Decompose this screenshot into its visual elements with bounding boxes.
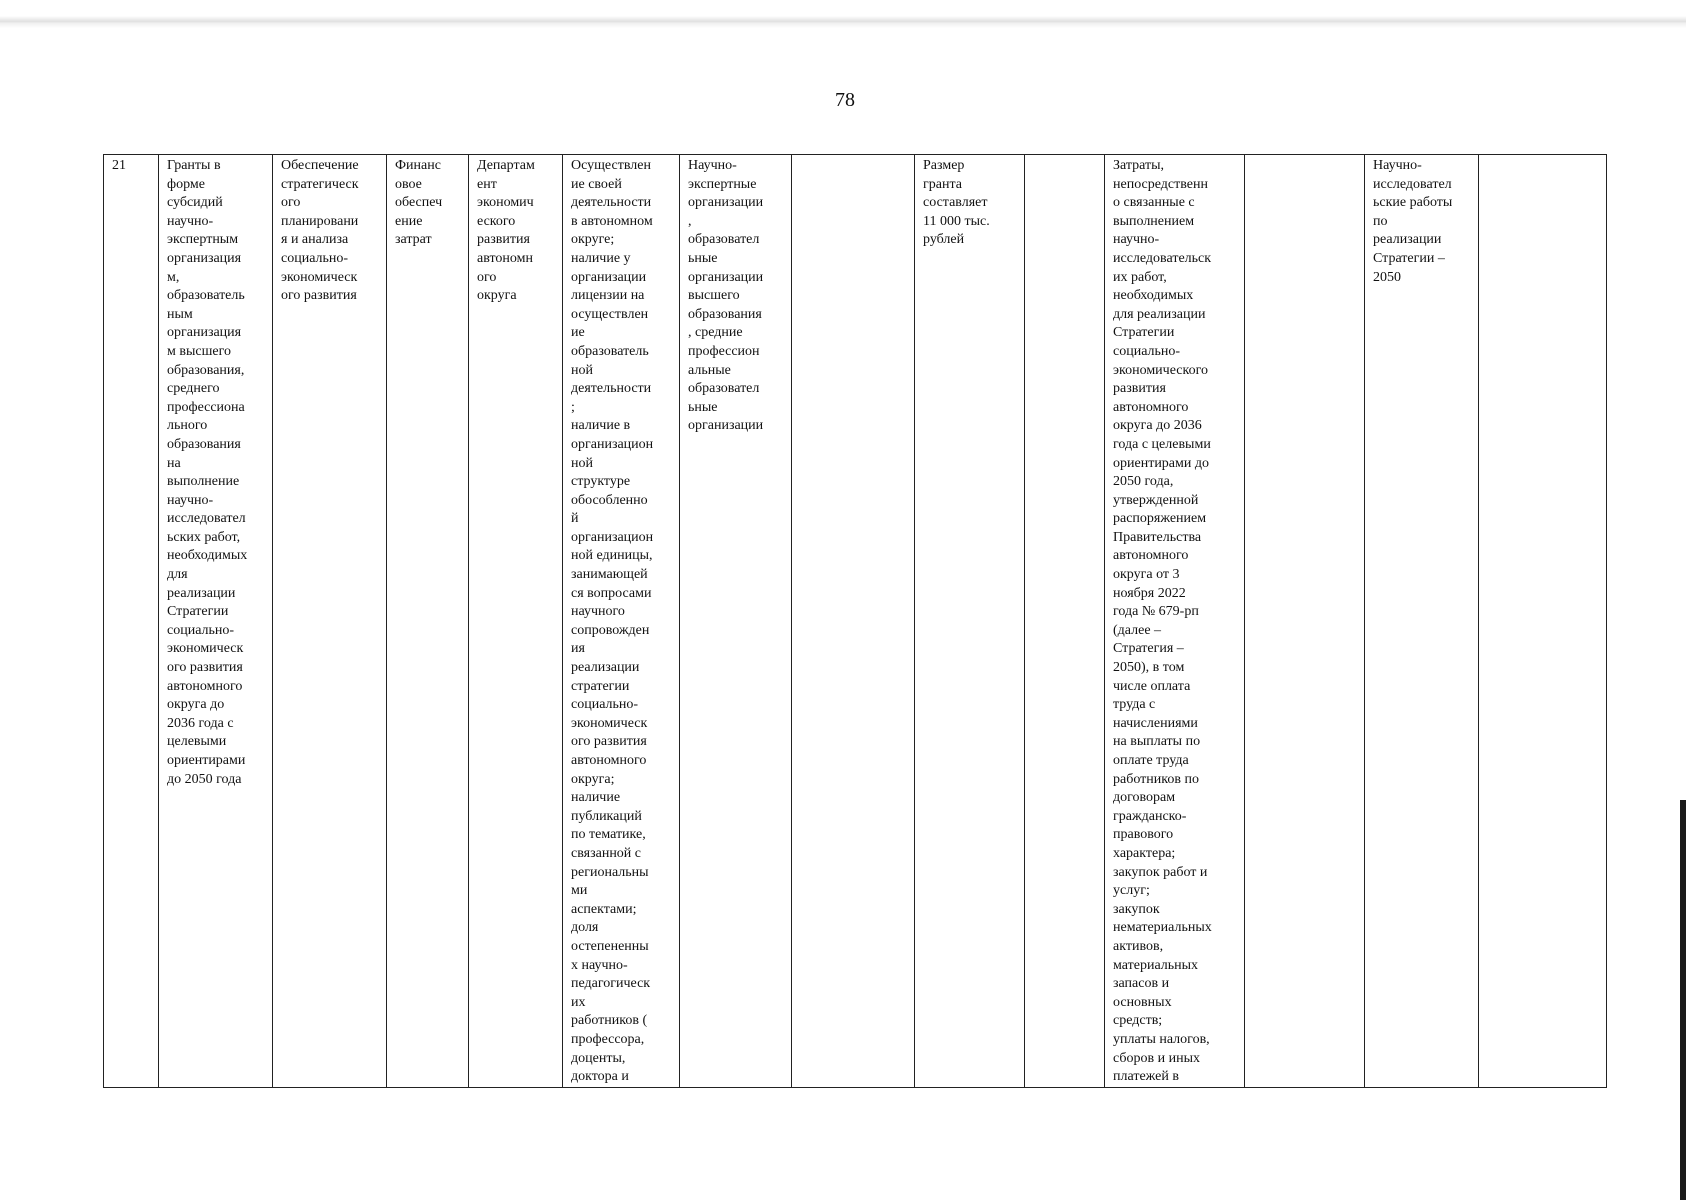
empty-cell-10 [1025,155,1105,1088]
table-row [104,155,1607,1088]
empty-cell-12 [1245,155,1365,1088]
scan-top-edge [0,16,1686,28]
empty-cell-14 [1479,155,1607,1088]
scan-right-edge [1680,800,1686,1200]
grant-type-cell: Финанс овое обеспеч ение затрат [387,155,469,1088]
page-number: 78 [835,89,855,111]
row-number-cell: 21 [104,155,159,1088]
grant-size-cell: Размер гранта составляет 11 000 тыс. рублей [915,155,1025,1088]
result-cell: Научно- исследовател ьские работы по реализации Стратегии – 2050 [1365,155,1479,1088]
recipients-cell: Научно- экспертные организации , образовател ьные организации высшего образования , средние профессион альные образовател ьные организации [680,155,792,1088]
empty-cell-8 [792,155,915,1088]
purpose-cell: Обеспечение стратегическ ого планировани я и анализа социально- экономическ ого развития [273,155,387,1088]
grant-name-cell: Гранты в форме субсидий научно- экспертным организация м, образователь ным организация м высшего образования, среднего профессиона льного образования на выполнение научно- исследовател ьских работ, необходимых для реализации Стратегии социально- экономическ ого развития автономного округа до 2036 года с целевыми ориентирами до 2050 года [159,155,273,1088]
grants-table [103,154,1607,1088]
provider-cell: Департам ент экономич еского развития автономн ого округа [469,155,563,1088]
expenses-cell: Затраты, непосредственн о связанные с выполнением научно- исследовательск их работ, необходимых для реализации Стратегии социально- экономического развития автономного округа до 2036 года с целевыми ориентирами до 2050 года, утвержденной распоряжением Правительства автономного округа от 3 ноября 2022 года № 679-рп (далее – Стратегия – 2050), в том числе оплата труда с начислениями на выплаты по оплате труда работников по договорам гражданско- правового характера; закупок работ и услуг; закупок нематериальных активов, материальных запасов и основных средств; уплаты налогов, сборов и иных платежей в [1105,155,1245,1088]
criteria-cell: Осуществлен ие своей деятельности в автономном округе; наличие у организации лицензии на осуществлен ие образователь ной деятельности ; наличие в организацион ной структуре обособленно й организацион ной единицы, занимающей ся вопросами научного сопровожден ия реализации стратегии социально- экономическ ого развития автономного округа; наличие публикаций по тематике, связанной с региональны ми аспектами; доля остепененны х научно- педагогическ их работников ( профессора, доценты, доктора и [563,155,680,1088]
